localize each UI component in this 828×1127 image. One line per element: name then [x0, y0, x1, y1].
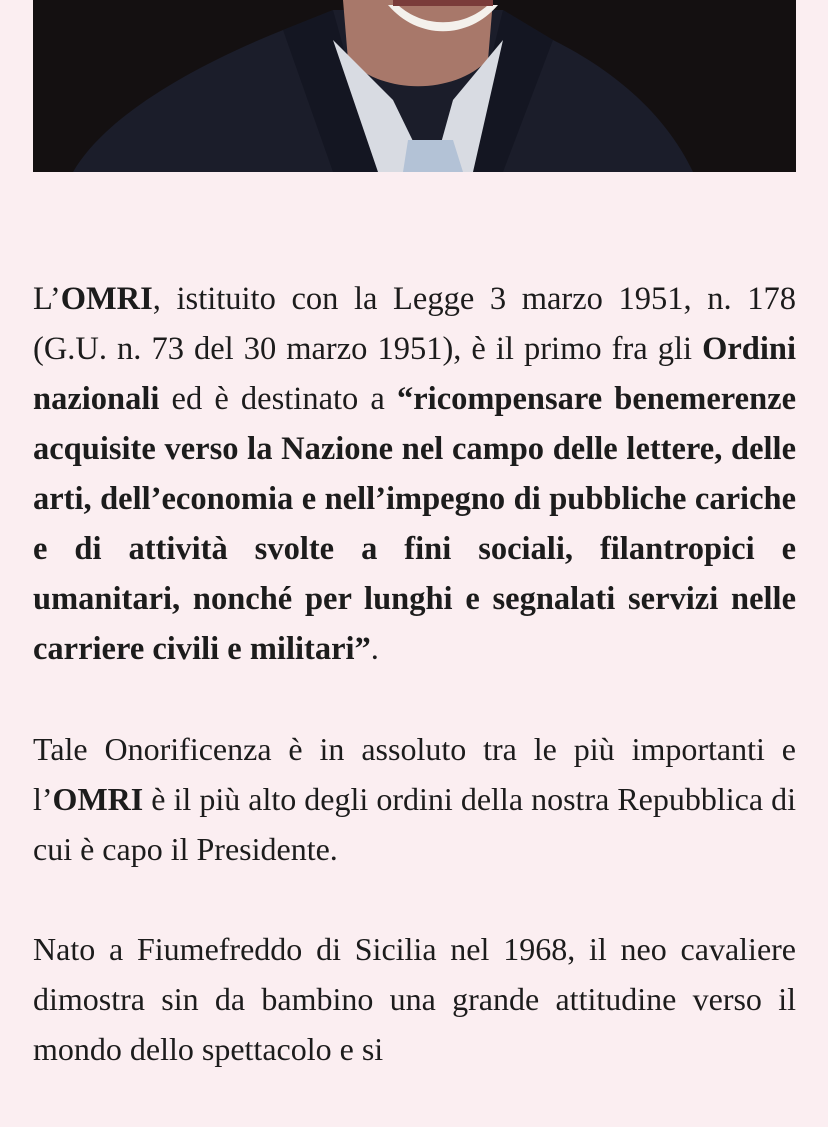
text-segment: , istituito con la Legge 3 marzo 1951, n. 178 (G.U. n. 73 del 30 marzo 1951), è il primo fra gli — [33, 281, 796, 367]
text-prefix: L’ — [33, 281, 61, 317]
paragraph-omri-intro — [33, 274, 796, 674]
paragraph-biography — [33, 924, 796, 1074]
text-segment: Nato a Fiumefreddo di Sicilia nel 1968, il neo cavaliere dimostra sin da bambino una grande attitudine verso il mondo dello spettacolo e si — [33, 931, 796, 1067]
omri-acronym: OMRI — [52, 781, 144, 817]
portrait-photo — [33, 0, 796, 172]
ordini-nazionali: Ordini nazionali — [33, 331, 796, 417]
portrait-illustration — [33, 0, 796, 172]
paragraph-honor — [33, 724, 796, 874]
text-segment: Tale Onorificenza è in assoluto tra le più importanti e l’ — [33, 731, 796, 817]
article-body — [33, 274, 796, 1124]
text-segment: è il più alto degli ordini della nostra Repubblica di cui è capo il Presidente. — [33, 781, 796, 867]
text-end: . — [370, 631, 379, 667]
omri-acronym: OMRI — [60, 281, 153, 317]
law-quote: “ricompensare benemerenze acquisite verso la Nazione nel campo delle lettere, delle arti, dell’economia e nell’impegno di pubbliche cariche e di attività svolte a fini sociali, filantropici e umanitari, nonché per lunghi e segnalati servizi nelle carriere civili e militari” — [33, 381, 796, 667]
text-segment: ed è destinato a — [159, 381, 397, 417]
